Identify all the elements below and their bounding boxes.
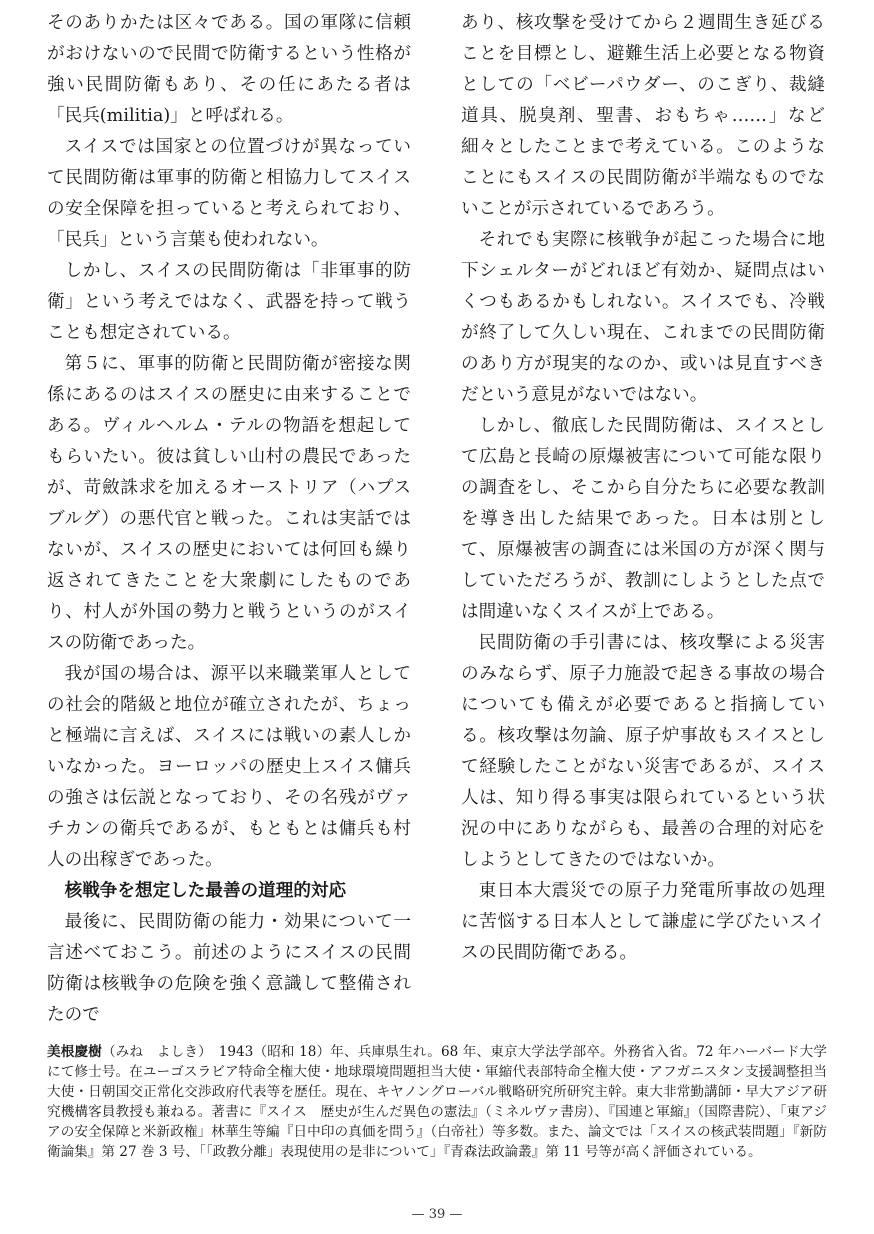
- paragraph: あり、核攻撃を受けてから２週間生き延びることを目標とし、避難生活上必要となる物資としての「ベビーパウダー、のこぎり、裁縫道具、脱臭剤、聖書、おもちゃ……」など細々としたことまで考えている。このようなことにもスイスの民間防衛が半端なものでないことが示されているであろう。: [461, 13, 825, 219]
- paragraph: しかし、スイスの民間防衛は「非軍事的防衛」という考えではなく、武器を持って戦うことも想定されている。: [47, 261, 411, 343]
- section-heading: 核戦争を想定した最善の道理的対応: [64, 881, 347, 901]
- page-number: — 39 —: [411, 1207, 463, 1222]
- left-column: [47, 8, 411, 1031]
- paragraph: 東日本大震災での原子力発電所事故の処理に苦悩する日本人として謙虚に学びたいスイスの民間防衛である。: [461, 881, 825, 963]
- paragraph: 我が国の場合は、源平以来職業軍人としての社会的階級と地位が確立されたが、ちょっと極端に言えば、スイスには戦いの素人しかいなかった。ヨーロッパの歴史上スイス傭兵の強さは伝説となっており、その名残がヴァチカンの衛兵であるが、もともとは傭兵も村人の出稼ぎであった。: [47, 664, 411, 870]
- paragraph: それでも実際に核戦争が起こった場合に地下シェルターがどれほど有効か、疑問点はいくつもあるかもしれない。スイスでも、冷戦が終了して久しい現在、これまでの民間防衛のあり方が現実的なのか、或いは見直すべきだという意見がないではない。: [461, 230, 825, 405]
- paragraph: スイスでは国家との位置づけが異なっていて民間防衛は軍事的防衛と相協力してスイスの安全保障を担っていると考えられており、「民兵」という言葉も使われない。: [47, 137, 411, 250]
- paragraph: 第５に、軍事的防衛と民間防衛が密接な関係にあるのはスイスの歴史に由来することである。ヴィルヘルム・テルの物語を想起してもらいたい。彼は貧しい山村の農民であったが、苛斂誅求を加えるオーストリア（ハプスブルグ）の悪代官と戦った。これは実話ではないが、スイスの歴史においては何回も繰り返されてきたことを大衆劇にしたものであり、村人が外国の勢力と戦うというのがスイスの防衛であった。: [47, 354, 411, 653]
- paragraph: 最後に、民間防衛の能力・効果について一言述べておこう。前述のようにスイスの民間防衛は核戦争の危険を強く意識して整備されたので: [47, 912, 411, 1025]
- author-bio: [47, 1042, 827, 1162]
- author-name: 美根慶樹: [47, 1044, 102, 1060]
- paragraph: しかし、徹底した民間防衛は、スイスとして広島と長崎の原爆被害について可能な限りの調査をし、そこから自分たちに必要な教訓を導き出した結果であった。日本は別として、原爆被害の調査には米国の方が深く関与していただろうが、教訓にしようとした点では間違いなくスイスが上である。: [461, 416, 825, 622]
- author-bio-text: （みね よしき） 1943（昭和 18）年、兵庫県生れ。68 年、東京大学法学部卒。外務省入省。72 年ハーバード大学にて修士号。在ユーゴスラビア特命全権大使・地球環境問題担当大使・軍縮代表部特命全権大使・アフガニスタン支援調整担当大使・日朝国交正常化交渉政府代表等を歴任。現在、キヤノングローバル戦略研究所研究主幹。東大非常勤講師・早大アジア研究機構客員教授も兼ねる。著書に『スイス 歴史が生んだ異色の憲法』（ミネルヴァ書房）、『国連と軍縮』（国際書院）、「東アジアの安全保障と米新政権」林華生等編『日中印の真価を問う』（白帝社）等多数。また、論文では「スイスの核武装問題」『新防衛論集』第 27 巻 3 号、「「政教分離」表現使用の是非について」『青森法政論叢』第 11 号等が高く評価されている。: [47, 1044, 827, 1160]
- paragraph: 民間防衛の手引書には、核攻撃による災害のみならず、原子力施設で起きる事故の場合についても備えが必要であると指摘している。核攻撃は勿論、原子炉事故もスイスとして経験したことがない災害であるが、スイス人は、知り得る事実は限られているという状況の中にありながらも、最善の合理的対応をしようとしてきたのではないか。: [461, 633, 825, 870]
- right-column: [461, 8, 825, 969]
- paragraph: そのありかたは区々である。国の軍隊に信頼がおけないので民間で防衛するという性格が強い民間防衛もあり、その任にあたる者は「民兵(militia)」と呼ばれる。: [47, 13, 411, 126]
